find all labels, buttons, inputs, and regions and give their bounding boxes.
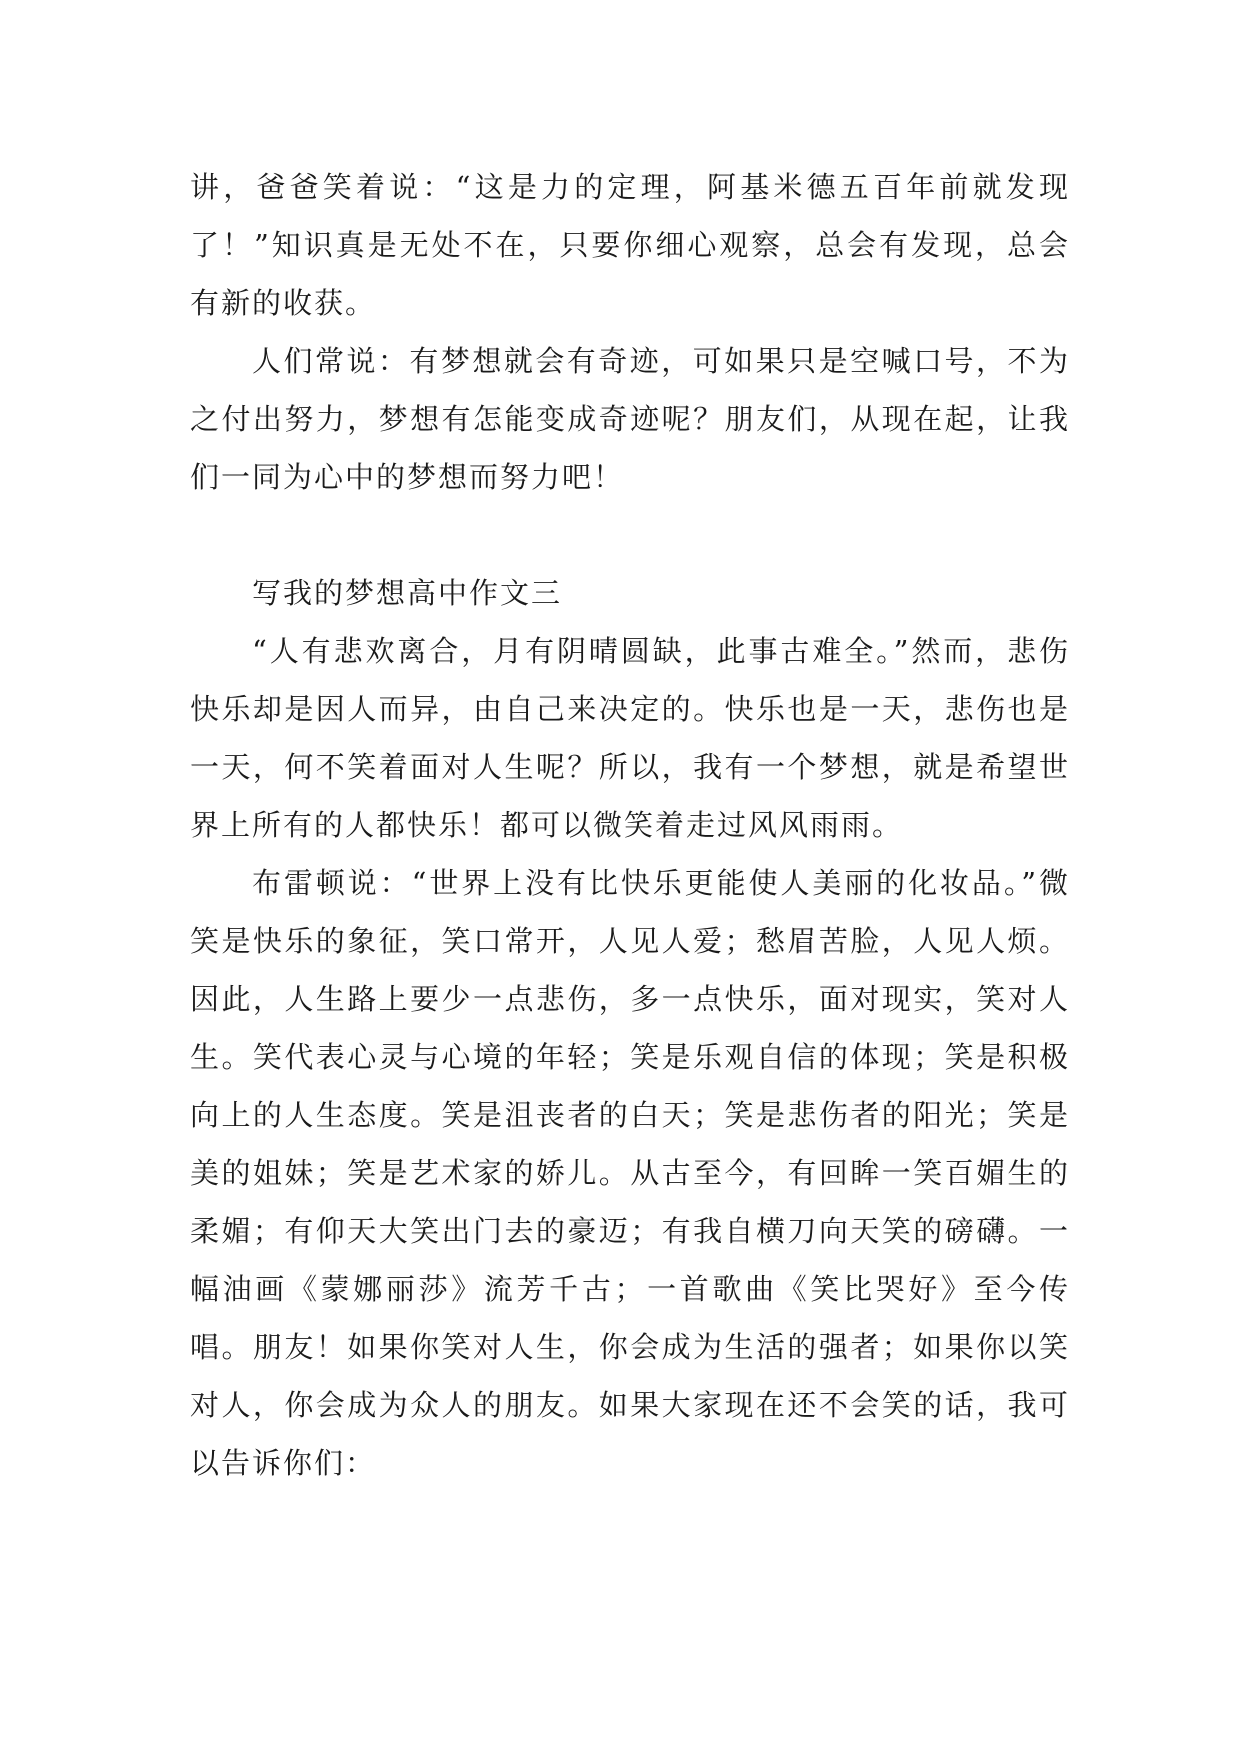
paragraph-joy-sorrow: “人有悲欢离合，月有阴晴圆缺，此事古难全。”然而，悲伤快乐却是因人而异，由自己来决定的。快乐也是一天，悲伤也是一天，何不笑着面对人生呢？所以，我有一个梦想，就是希望世界上所有的人都快乐！都可以微笑着走过风风雨雨。 [190, 634, 1070, 842]
paragraph-continuation: 讲，爸爸笑着说：“这是力的定理，阿基米德五百年前就发现了！”知识真是无处不在，只要你细心观察，总会有发现，总会有新的收获。 [190, 170, 1070, 320]
section-title: 写我的梦想高中作文三 [252, 576, 563, 610]
paragraph-dream-miracle: 人们常说：有梦想就会有奇迹，可如果只是空喊口号，不为之付出努力，梦想有怎能变成奇迹呢？朋友们，从现在起，让我们一同为心中的梦想而努力吧！ [190, 344, 1070, 494]
paragraph-smile: 布雷顿说：“世界上没有比快乐更能使人美丽的化妆品。”微笑是快乐的象征，笑口常开，人见人爱；愁眉苦脸，人见人烦。因此，人生路上要少一点悲伤，多一点快乐，面对现实，笑对人生。笑代表心灵与心境的年轻；笑是乐观自信的体现；笑是积极向上的人生态度。笑是沮丧者的白天；笑是悲伤者的阳光；笑是美的姐妹；笑是艺术家的娇儿。从古至今，有回眸一笑百媚生的柔媚；有仰天大笑出门去的豪迈；有我自横刀向天笑的磅礴。一幅油画《蒙娜丽莎》流芳千古；一首歌曲《笑比哭好》至今传唱。朋友！如果你笑对人生，你会成为生活的强者；如果你以笑对人，你会成为众人的朋友。如果大家现在还不会笑的话，我可以告诉你们： [190, 866, 1070, 1480]
document-body [190, 158, 1070, 1492]
